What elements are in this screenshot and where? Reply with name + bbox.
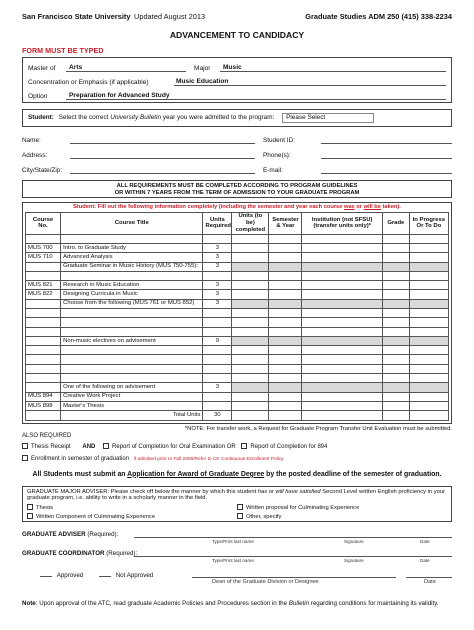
grade-cell[interactable] <box>382 309 409 318</box>
page-title: ADVANCEMENT TO CANDIDACY <box>169 30 305 40</box>
contact-section <box>22 134 452 174</box>
table-row <box>26 355 449 364</box>
grade-cell[interactable] <box>382 401 409 410</box>
table-row <box>26 318 449 327</box>
requirements-notice <box>22 180 452 198</box>
units-completed-cell[interactable] <box>232 374 269 383</box>
units-completed-cell[interactable] <box>232 327 269 336</box>
dean-date-caption: Date <box>424 578 436 585</box>
institution-cell[interactable] <box>302 243 382 252</box>
program-box <box>22 57 452 103</box>
institution-cell[interactable] <box>302 290 382 299</box>
units-completed-cell[interactable] <box>232 336 269 345</box>
in-progress-cell[interactable] <box>409 383 448 392</box>
table-row <box>26 374 449 383</box>
course-no-cell[interactable] <box>26 234 61 243</box>
in-progress-cell[interactable] <box>409 318 448 327</box>
units-required-cell: 3 <box>203 262 232 271</box>
bulletin-year-select[interactable] <box>282 113 374 122</box>
other-checkbox[interactable] <box>237 513 243 519</box>
table-row <box>26 262 449 271</box>
adviser-signature-line[interactable] <box>134 528 452 544</box>
master-of-label: Master of <box>28 64 56 72</box>
hdr-grade: Grade <box>382 213 409 234</box>
units-required-cell <box>203 318 232 327</box>
course-no-cell[interactable] <box>26 411 61 420</box>
phones-field[interactable] <box>321 151 452 159</box>
written-component-label: Written Component of Culminating Experience <box>36 513 156 520</box>
in-progress-cell[interactable] <box>409 290 448 299</box>
course-no-cell[interactable] <box>26 299 61 308</box>
units-completed-cell[interactable] <box>232 271 269 280</box>
semester-year-cell[interactable] <box>269 327 302 336</box>
oral-exam-checkbox[interactable] <box>103 443 109 449</box>
enrollment-label: Enrollment in semester of graduation <box>31 456 130 462</box>
written-proposal-label: Written proposal for Culminating Experience <box>246 505 360 512</box>
semester-year-cell[interactable] <box>269 392 302 401</box>
units-required-cell <box>203 392 232 401</box>
units-completed-cell[interactable] <box>232 234 269 243</box>
course-title-cell[interactable]: One of the following on advisement <box>61 383 203 392</box>
dean-signature-line[interactable] <box>192 568 396 585</box>
also-required-section <box>22 433 452 463</box>
in-progress-cell[interactable] <box>409 346 448 355</box>
grade-cell[interactable] <box>382 346 409 355</box>
award-application-link: Application for Award of Graduate Degree <box>127 470 265 478</box>
grade-cell[interactable] <box>382 262 409 271</box>
table-row <box>26 346 449 355</box>
in-progress-cell[interactable] <box>409 309 448 318</box>
institution-cell[interactable] <box>302 253 382 262</box>
bulletin-year-value: Please Select <box>286 114 326 122</box>
table-row <box>26 253 449 262</box>
grade-cell[interactable] <box>382 411 409 420</box>
table-row <box>26 271 449 280</box>
grade-cell[interactable] <box>382 364 409 373</box>
bulletin-text-c: year you were admitted to the program: <box>162 114 275 122</box>
course-table-box <box>22 202 452 423</box>
semester-year-cell[interactable] <box>269 411 302 420</box>
city-field[interactable] <box>70 166 255 174</box>
institution-cell[interactable] <box>302 346 382 355</box>
requirements-line-1: ALL REQUIREMENTS MUST BE COMPLETED ACCORDING TO PROGRAM GUIDELINES <box>116 183 358 190</box>
adviser-typed-name-caption: Type/Print last name <box>212 538 254 544</box>
units-required-cell <box>203 364 232 373</box>
institution-cell[interactable] <box>302 271 382 280</box>
units-completed-cell[interactable] <box>232 290 269 299</box>
in-progress-cell[interactable] <box>409 392 448 401</box>
semester-year-cell[interactable] <box>269 374 302 383</box>
course-title-cell[interactable] <box>61 309 203 318</box>
bulletin-student-label: Student: <box>28 114 54 122</box>
master-of-field[interactable]: Arts <box>66 64 186 73</box>
hdr-units-completed: Units (to be) completed <box>232 213 269 234</box>
semester-year-cell[interactable] <box>269 262 302 271</box>
form-must-be-typed: FORM MUST BE TYPED <box>22 46 104 55</box>
units-required-cell: 3 <box>203 253 232 262</box>
course-no-cell[interactable] <box>26 336 61 345</box>
university-name: San Francisco State University <box>22 12 131 21</box>
course-no-cell[interactable]: MUS 710 <box>26 253 61 262</box>
major-label: Major <box>194 64 211 72</box>
table-row <box>26 336 449 345</box>
course-title-cell[interactable]: Master's Thesis <box>61 401 203 410</box>
table-row <box>26 392 449 401</box>
units-completed-cell[interactable] <box>232 346 269 355</box>
adviser-date-caption: Date <box>420 538 430 544</box>
course-title-cell[interactable]: Designing Curricula in Music <box>61 290 203 299</box>
course-title-cell[interactable] <box>61 355 203 364</box>
semester-year-cell[interactable] <box>269 253 302 262</box>
institution-cell[interactable] <box>302 401 382 410</box>
units-completed-cell[interactable] <box>232 355 269 364</box>
table-row <box>26 243 449 252</box>
page-header <box>22 13 452 25</box>
dean-date-line[interactable] <box>406 568 452 585</box>
also-required-row-1 <box>22 443 452 451</box>
coordinator-signature-caption: Signature <box>344 557 364 563</box>
grade-cell[interactable] <box>382 234 409 243</box>
course-title-cell[interactable] <box>61 271 203 280</box>
course-no-cell[interactable] <box>26 374 61 383</box>
written-proposal-checkbox[interactable] <box>237 504 243 510</box>
option-field[interactable]: Preparation for Advanced Study <box>66 92 446 101</box>
semester-year-cell[interactable] <box>269 383 302 392</box>
institution-cell[interactable] <box>302 411 382 420</box>
table-row <box>26 309 449 318</box>
city-label: City/State/Zip: <box>22 166 63 174</box>
hdr-institution: Institution (not SFSU) (transfer units only)* <box>302 213 382 234</box>
bulletin-text-b: University Bulletin <box>110 114 162 122</box>
course-title-cell[interactable] <box>61 374 203 383</box>
grade-cell[interactable] <box>382 290 409 299</box>
other-label: Other, specify <box>246 513 282 520</box>
also-required-label: ALSO REQUIRED <box>22 433 72 440</box>
in-progress-cell[interactable] <box>409 364 448 373</box>
course-no-cell[interactable] <box>26 262 61 271</box>
course-no-cell[interactable] <box>26 383 61 392</box>
units-required-cell: 30 <box>203 411 232 420</box>
units-completed-cell[interactable] <box>232 392 269 401</box>
adviser-options-row-1 <box>27 504 447 512</box>
grade-cell[interactable] <box>382 383 409 392</box>
hdr-course-title: Course Title <box>61 213 203 234</box>
units-required-cell <box>203 346 232 355</box>
units-completed-cell[interactable] <box>232 401 269 410</box>
course-no-cell[interactable] <box>26 346 61 355</box>
thesis-receipt-label: Thesis Receipt <box>31 444 71 451</box>
units-required-cell <box>203 327 232 336</box>
student-id-field[interactable] <box>321 136 452 144</box>
address-label: Address: <box>22 151 48 159</box>
units-required-cell <box>203 234 232 243</box>
course-title-cell[interactable]: Graduate Seminar in Music History (MUS 750-755): <box>61 262 203 271</box>
grade-cell[interactable] <box>382 336 409 345</box>
institution-cell[interactable] <box>302 336 382 345</box>
semester-year-cell[interactable] <box>269 401 302 410</box>
address-field[interactable] <box>70 151 255 159</box>
enrollment-note: if admitted prior to Fall 2008/Refer to CE Continuous Enrollment Policy <box>133 457 284 462</box>
grade-cell[interactable] <box>382 392 409 401</box>
units-completed-cell[interactable] <box>232 243 269 252</box>
grade-cell[interactable] <box>382 318 409 327</box>
units-required-cell: 3 <box>203 383 232 392</box>
hdr-semester-year: Semester & Year <box>269 213 302 234</box>
institution-cell[interactable] <box>302 355 382 364</box>
name-field[interactable] <box>70 136 255 144</box>
table-row <box>26 281 449 290</box>
semester-year-cell[interactable] <box>269 290 302 299</box>
semester-year-cell[interactable] <box>269 234 302 243</box>
in-progress-cell[interactable] <box>409 262 448 271</box>
also-required-row-2 <box>22 455 452 463</box>
semester-year-cell[interactable] <box>269 243 302 252</box>
major-field[interactable]: Music <box>220 64 446 73</box>
approval-row <box>40 570 153 579</box>
table-instruction: Student: Fill out the following information completely (including the semester and year each course was or will be taken). <box>73 204 401 211</box>
semester-year-cell[interactable] <box>269 271 302 280</box>
units-required-cell: 3 <box>203 299 232 308</box>
email-field[interactable] <box>321 166 452 174</box>
units-required-cell <box>203 374 232 383</box>
requirements-line-2: OR WITHIN 7 YEARS FROM THE TERM OF ADMISSION TO YOUR GRADUATE PROGRAM <box>114 189 360 196</box>
written-component-checkbox[interactable] <box>27 513 33 519</box>
units-required-cell <box>203 401 232 410</box>
course-title-cell[interactable] <box>61 346 203 355</box>
course-title-cell[interactable]: Choose from the following (MUS 761 or MUS 852) <box>61 299 203 308</box>
course-no-cell[interactable] <box>26 355 61 364</box>
in-progress-cell[interactable] <box>409 355 448 364</box>
grade-cell[interactable] <box>382 271 409 280</box>
table-row <box>26 290 449 299</box>
award-notice: All Students must submit an Application for Award of Graduate Degree by the posted deadline of the semester of graduation. <box>32 470 442 478</box>
course-title-cell[interactable]: Creative Work Project <box>61 392 203 401</box>
institution-cell[interactable] <box>302 309 382 318</box>
units-required-cell: 3 <box>203 290 232 299</box>
phones-label: Phone(s): <box>263 151 291 159</box>
institution-cell[interactable] <box>302 262 382 271</box>
units-completed-cell[interactable] <box>232 364 269 373</box>
semester-year-cell[interactable] <box>269 346 302 355</box>
course-no-cell[interactable]: MUS 821 <box>26 281 61 290</box>
table-row <box>26 411 449 420</box>
semester-year-cell[interactable] <box>269 336 302 345</box>
bulletin-text-a: Select the correct <box>58 114 109 122</box>
adviser-box <box>22 486 452 522</box>
institution-cell[interactable] <box>302 318 382 327</box>
course-title-cell[interactable]: Non-music electives on advisement <box>61 336 203 345</box>
concentration-field[interactable]: Music Education <box>174 78 446 87</box>
units-completed-cell[interactable] <box>232 299 269 308</box>
thesis-option-label: Thesis <box>36 505 54 512</box>
grade-cell[interactable] <box>382 327 409 336</box>
table-row <box>26 327 449 336</box>
units-required-cell <box>203 355 232 364</box>
course-title-cell[interactable]: Total Units <box>61 411 203 420</box>
course-no-cell[interactable] <box>26 318 61 327</box>
in-progress-cell[interactable] <box>409 299 448 308</box>
course-title-cell[interactable] <box>61 318 203 327</box>
not-approved-label: Not Approved <box>115 571 154 579</box>
not-approved-line[interactable] <box>99 570 111 577</box>
table-row <box>26 299 449 308</box>
student-id-label: Student ID: <box>263 136 295 144</box>
course-title-cell[interactable] <box>61 327 203 336</box>
in-progress-cell[interactable] <box>409 243 448 252</box>
semester-year-cell[interactable] <box>269 364 302 373</box>
coordinator-signature-label: GRADUATE COORDINATOR (Required): <box>22 549 138 557</box>
course-title-cell[interactable]: Research in Music Education <box>61 281 203 290</box>
graduate-studies-office: Graduate Studies ADM 250 (415) 338-2234 <box>305 12 452 21</box>
institution-cell[interactable] <box>302 299 382 308</box>
course-title-cell[interactable]: Advanced Analysis <box>61 253 203 262</box>
in-progress-cell[interactable] <box>409 253 448 262</box>
units-completed-cell[interactable] <box>232 281 269 290</box>
approved-label: Approved <box>56 571 84 579</box>
course-no-cell[interactable] <box>26 364 61 373</box>
hdr-in-progress: In Progress Or To Do <box>409 213 448 234</box>
units-completed-cell[interactable] <box>232 411 269 420</box>
approved-line[interactable] <box>40 570 52 577</box>
units-completed-cell[interactable] <box>232 309 269 318</box>
semester-year-cell[interactable] <box>269 281 302 290</box>
hdr-course-no: Course No. <box>26 213 61 234</box>
thesis-checkbox[interactable] <box>27 504 33 510</box>
in-progress-cell[interactable] <box>409 411 448 420</box>
course-table <box>25 212 449 420</box>
course-no-cell[interactable] <box>26 327 61 336</box>
table-row <box>26 383 449 392</box>
course-no-cell[interactable] <box>26 271 61 280</box>
adviser-intro: GRADUATE MAJOR ADVISER: Please check off below the manner by which this student has or will have satisfied Second Level written English proficiency in your graduate program, i.e. ability to write in a scholarly manner in the field. <box>27 488 446 502</box>
footer-note: Note: Upon approval of the ATC, read graduate Academic Policies and Procedures section in the Bulletin regarding conditions for maintaining its validity. <box>22 599 439 607</box>
institution-cell[interactable] <box>302 281 382 290</box>
units-completed-cell[interactable] <box>232 262 269 271</box>
in-progress-cell[interactable] <box>409 234 448 243</box>
course-no-cell[interactable]: MUS 898 <box>26 401 61 410</box>
institution-cell[interactable] <box>302 374 382 383</box>
in-progress-cell[interactable] <box>409 281 448 290</box>
units-completed-cell[interactable] <box>232 253 269 262</box>
bulletin-box <box>22 109 452 127</box>
grade-cell[interactable] <box>382 253 409 262</box>
coordinator-typed-name-caption: Type/Print last name <box>212 557 254 563</box>
institution-cell[interactable] <box>302 392 382 401</box>
semester-year-cell[interactable] <box>269 309 302 318</box>
table-row <box>26 234 449 243</box>
grade-cell[interactable] <box>382 243 409 252</box>
adviser-signature-caption: Signature <box>344 538 364 544</box>
semester-year-cell[interactable] <box>269 318 302 327</box>
semester-year-cell[interactable] <box>269 355 302 364</box>
in-progress-cell[interactable] <box>409 374 448 383</box>
name-label: Name: <box>22 136 41 144</box>
course-table-header <box>26 213 449 234</box>
course-no-cell[interactable]: MUS 700 <box>26 243 61 252</box>
enrollment-checkbox[interactable] <box>22 455 28 461</box>
course-no-cell[interactable]: MUS 822 <box>26 290 61 299</box>
report-894-checkbox[interactable] <box>241 443 247 449</box>
table-row <box>26 401 449 410</box>
units-required-cell <box>203 271 232 280</box>
thesis-receipt-checkbox[interactable] <box>22 443 28 449</box>
grade-cell[interactable] <box>382 355 409 364</box>
grade-cell[interactable] <box>382 299 409 308</box>
dean-caption: Dean of the Graduate Division or Designee <box>212 578 319 585</box>
option-label: Option <box>28 92 48 100</box>
course-no-cell[interactable] <box>26 309 61 318</box>
course-title-cell[interactable]: Intro. to Graduate Study <box>61 243 203 252</box>
course-no-cell[interactable]: MUS 894 <box>26 392 61 401</box>
units-completed-cell[interactable] <box>232 383 269 392</box>
units-required-cell: 9 <box>203 336 232 345</box>
units-completed-cell[interactable] <box>232 318 269 327</box>
institution-cell[interactable] <box>302 383 382 392</box>
in-progress-cell[interactable] <box>409 271 448 280</box>
hdr-units-required: Units Required <box>203 213 232 234</box>
course-title-cell[interactable] <box>61 234 203 243</box>
in-progress-cell[interactable] <box>409 401 448 410</box>
table-row <box>26 364 449 373</box>
updated-date: Updated August 2013 <box>134 12 206 21</box>
transfer-note: *NOTE: For transfer work, a Request for Graduate Program Transfer Unit Evaluation must be submitted. <box>184 425 452 432</box>
institution-cell[interactable] <box>302 364 382 373</box>
institution-cell[interactable] <box>302 327 382 336</box>
adviser-options-row-2 <box>27 513 447 521</box>
grade-cell[interactable] <box>382 374 409 383</box>
and-label: AND <box>82 444 96 451</box>
email-label: E-mail: <box>263 166 283 174</box>
units-required-cell: 3 <box>203 243 232 252</box>
course-title-cell[interactable] <box>61 364 203 373</box>
concentration-label: Concentration or Emphasis (if applicable) <box>28 78 149 86</box>
coordinator-date-caption: Date <box>420 557 430 563</box>
units-required-cell <box>203 309 232 318</box>
units-required-cell: 3 <box>203 281 232 290</box>
coordinator-signature-line[interactable] <box>134 547 452 563</box>
oral-exam-label: Report of Completion for Oral Examination OR <box>112 444 236 451</box>
institution-cell[interactable] <box>302 234 382 243</box>
in-progress-cell[interactable] <box>409 327 448 336</box>
signature-section <box>22 528 452 600</box>
semester-year-cell[interactable] <box>269 299 302 308</box>
in-progress-cell[interactable] <box>409 336 448 345</box>
adviser-signature-label: GRADUATE ADVISER (Required): <box>22 530 119 538</box>
report-894-label: Report of Completion for 894 <box>250 444 328 451</box>
grade-cell[interactable] <box>382 281 409 290</box>
